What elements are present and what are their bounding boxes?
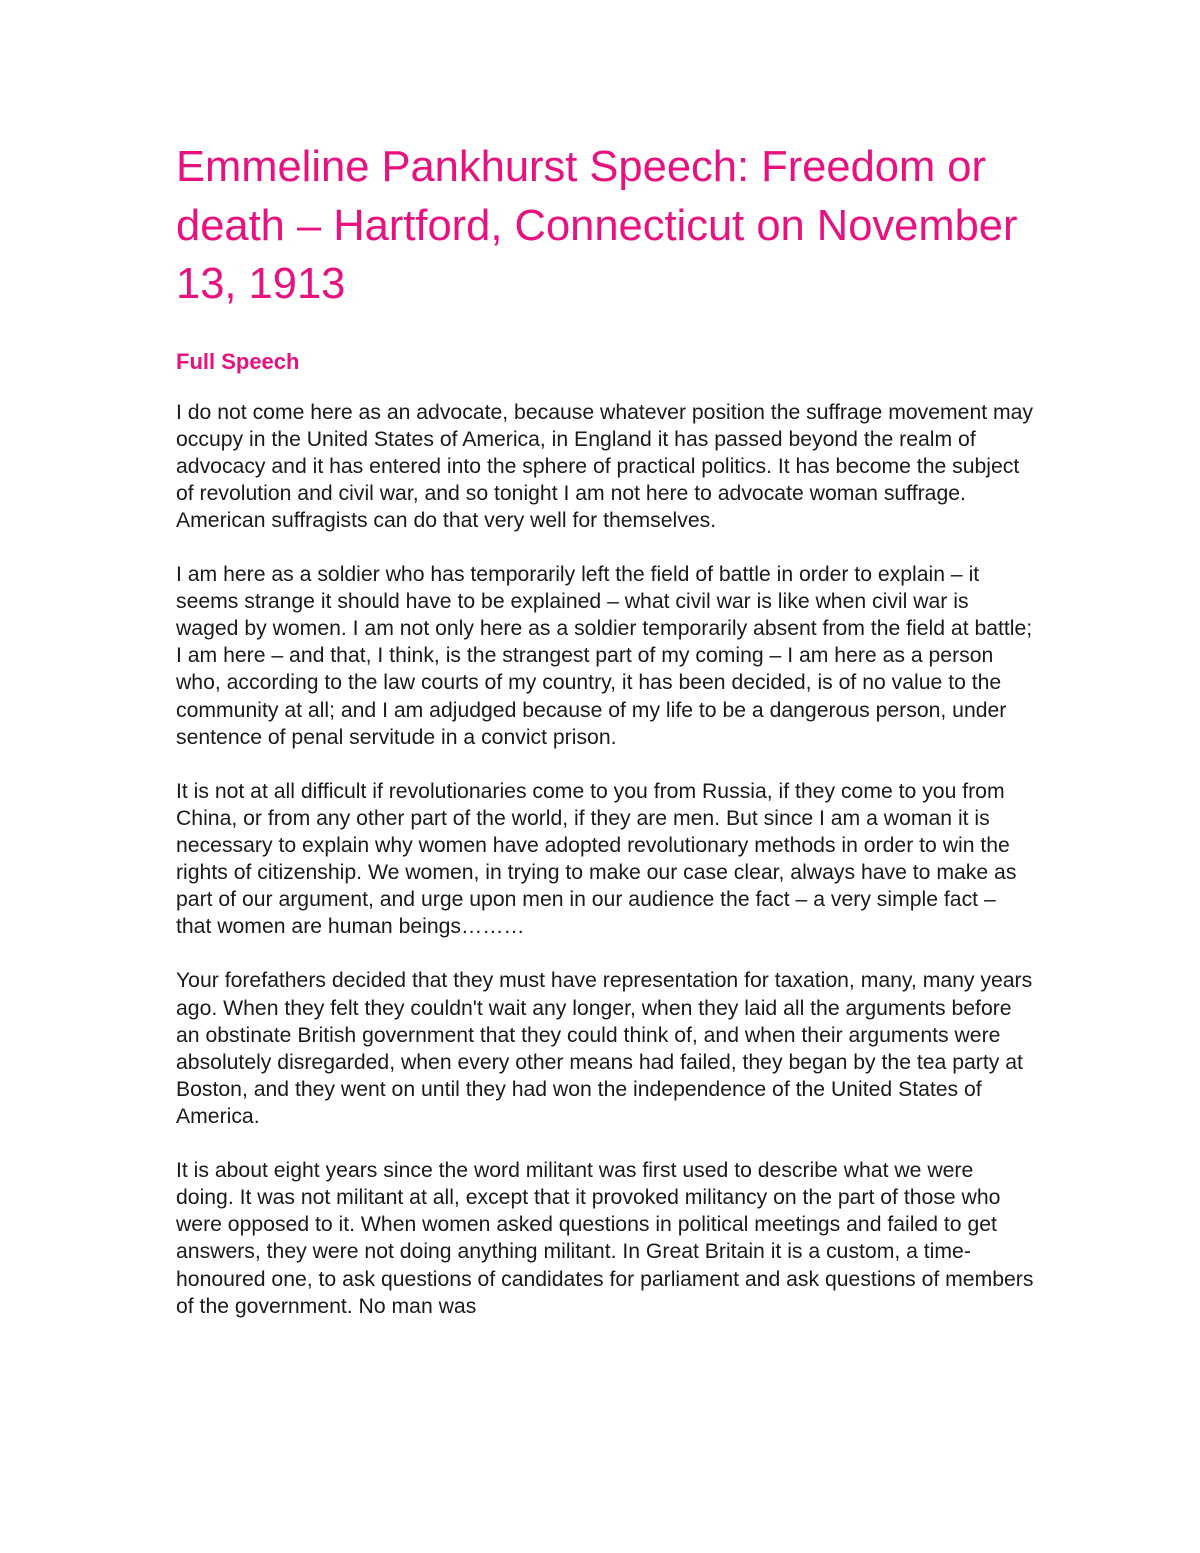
- paragraph-4: Your forefathers decided that they must have representation for taxation, many, many years ago. When they felt they couldn't wait any longer, when they laid all the arguments before an obstinate British government that they could think of, and when their arguments were absolutely disregarded, when every other means had failed, they began by the tea party at Boston, and they went on until they had won the independence of the United States of America.: [176, 969, 1033, 1128]
- paragraph-5: It is about eight years since the word militant was first used to describe what we were doing. It was not militant at all, except that it provoked militancy on the part of those who were opposed to it. When women asked questions in political meetings and failed to get answers, they were not doing anything militant. In Great Britain it is a custom, a time- honoured one, to ask questions of candidates for parliament and ask questions of members of the government. No man was: [176, 1159, 1034, 1318]
- section-heading: Full Speech: [176, 348, 300, 374]
- page-title: Emmeline Pankhurst Speech: Freedom or death – Hartford, Connecticut on November 13, 1913: [176, 143, 1018, 308]
- paragraph-1: I do not come here as an advocate, because whatever position the suffrage movement may occupy in the United States of America, in England it has passed beyond the realm of advocacy and it has entered into the sphere of practical politics. It has become the subject of revolution and civil war, and so tonight I am not here to advocate woman suffrage. American suffragists can do that very well for themselves.: [176, 400, 1034, 532]
- document-page: [176, 138, 1036, 1347]
- paragraph-3: It is not at all difficult if revolutionaries come to you from Russia, if they come to you from China, or from any other part of the world, if they are men. But since I am a woman it is necessary to explain why women have adopted revolutionary methods in order to win the rights of citizenship. We women, in trying to make our case clear, always have to make as part of our argument, and urge upon men in our audience the fact – a very simple fact – that women are human beings………: [176, 779, 1017, 939]
- speech-body: [176, 399, 1036, 1320]
- paragraph-2: I am here as a soldier who has temporarily left the field of battle in order to explain – it seems strange it should have to be explained – what civil war is like when civil war is waged by women. I am not only here as a soldier temporarily absent from the field at battle; I am here – and that, I think, is the strangest part of my coming – I am here as a person who, according to the law courts of my country, it has been decided, is of no value to the community at all; and I am adjudged because of my life to be a dangerous person, under sentence of penal servitude in a convict prison.: [176, 563, 1033, 749]
